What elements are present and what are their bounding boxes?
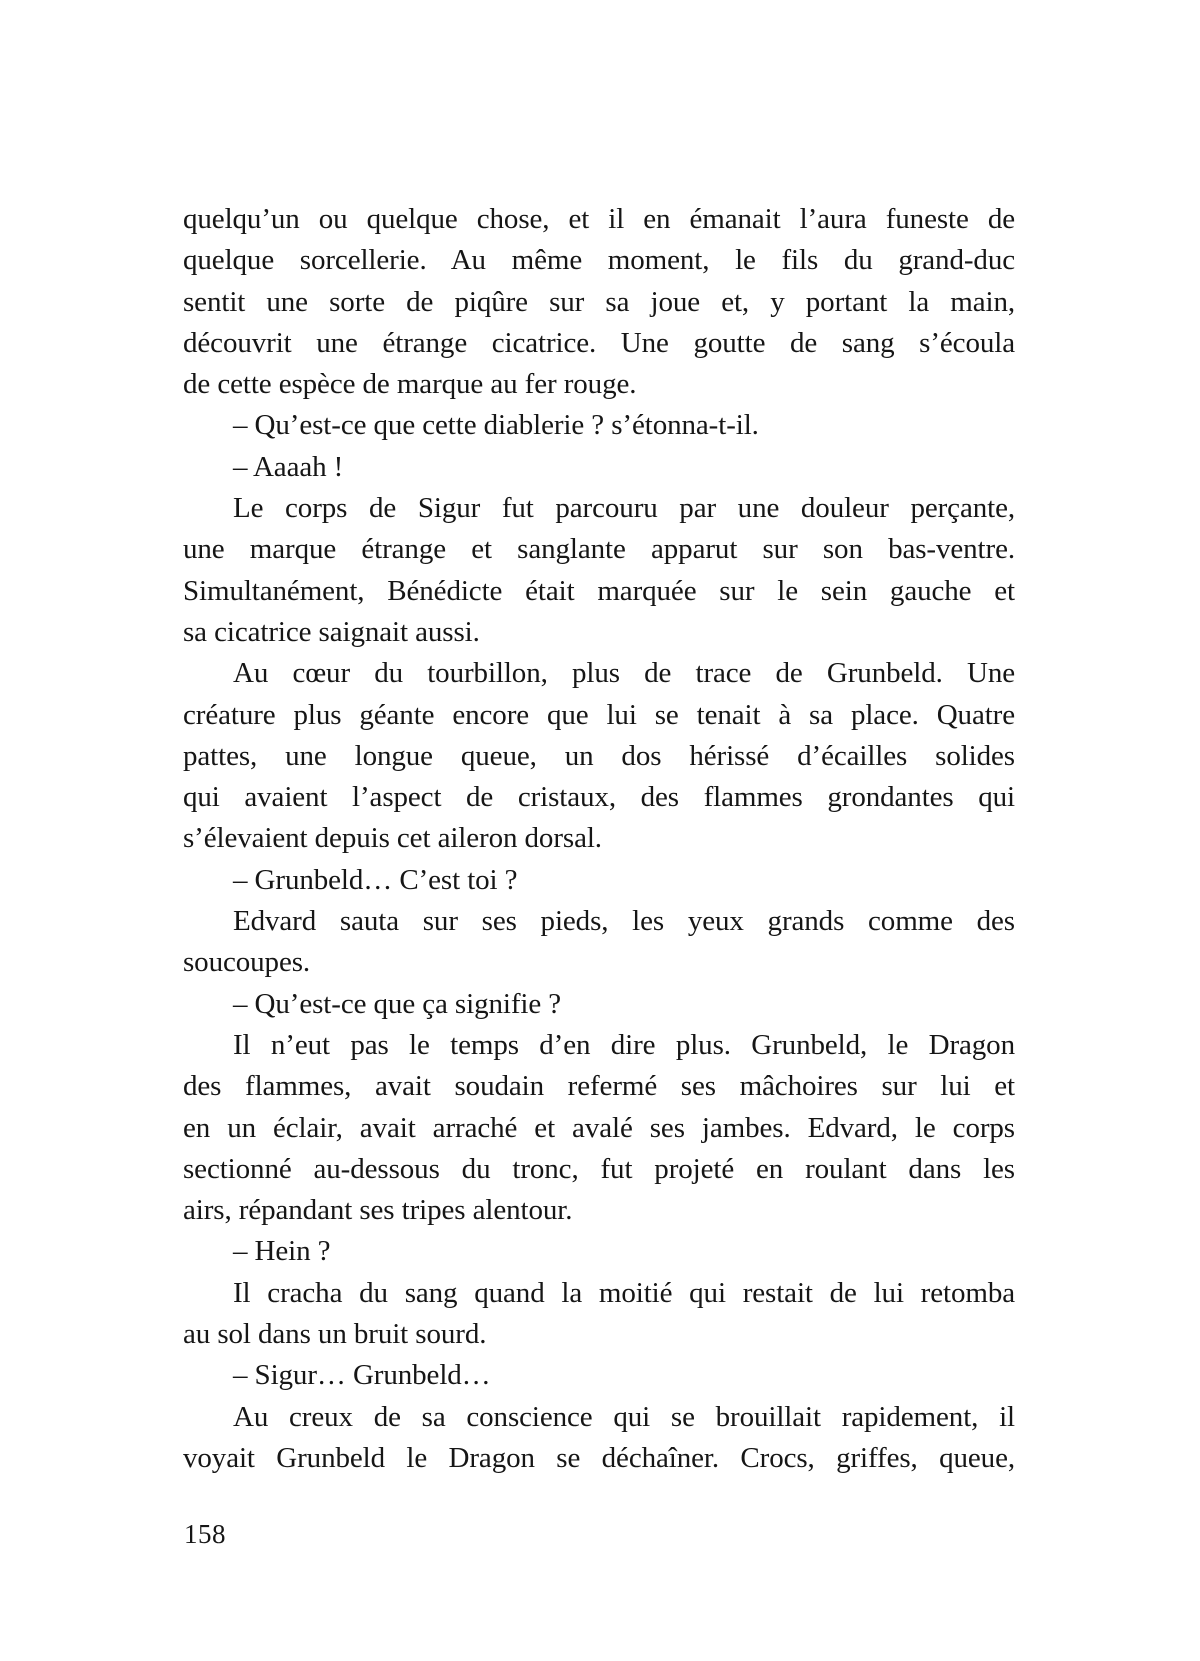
text-line: soucoupes.	[183, 946, 311, 979]
text-line: Il n’eut pas le temps d’en dire plus. Grunbeld, le Dragon	[233, 1028, 1015, 1061]
text-line: quelque sorcellerie. Au même moment, le fils du grand-duc	[183, 244, 1015, 277]
text-line: Au cœur du tourbillon, plus de trace de Grunbeld. Une	[233, 657, 1015, 690]
text-line: une marque étrange et sanglante apparut sur son bas-ventre.	[183, 533, 1015, 566]
text-line: qui avaient l’aspect de cristaux, des flammes grondantes qui	[183, 781, 1015, 814]
dialogue-line: – Sigur… Grunbeld…	[233, 1359, 491, 1392]
dialogue-line: – Grunbeld… C’est toi ?	[233, 863, 518, 896]
text-line: Edvard sauta sur ses pieds, les yeux grands comme des	[233, 905, 1015, 938]
text-line: sentit une sorte de piqûre sur sa joue et, y portant la main,	[183, 285, 1015, 318]
text-line: sa cicatrice saignait aussi.	[183, 615, 480, 648]
text-line: de cette espèce de marque au fer rouge.	[183, 368, 637, 401]
text-line: pattes, une longue queue, un dos hérissé d’écailles solides	[183, 739, 1015, 772]
text-line: au sol dans un bruit sourd.	[183, 1318, 487, 1351]
text-line: sectionné au-dessous du tronc, fut projeté en roulant dans les	[183, 1152, 1015, 1185]
text-line: voyait Grunbeld le Dragon se déchaîner. Crocs, griffes, queue,	[183, 1441, 1015, 1474]
text-line: airs, répandant ses tripes alentour.	[183, 1194, 573, 1227]
text-block	[183, 199, 1015, 1479]
page-number: 158	[184, 1519, 226, 1549]
text-line: s’élevaient depuis cet aileron dorsal.	[183, 822, 602, 855]
text-line: quelqu’un ou quelque chose, et il en émanait l’aura funeste de	[183, 203, 1015, 235]
dialogue-line: – Qu’est-ce que ça signifie ?	[233, 987, 562, 1020]
dialogue-line: – Qu’est-ce que cette diablerie ? s’étonna-t-il.	[233, 409, 759, 442]
text-line: des flammes, avait soudain refermé ses mâchoires sur lui et	[183, 1070, 1015, 1103]
text-line: Il cracha du sang quand la moitié qui restait de lui retomba	[233, 1276, 1015, 1309]
text-line: créature plus géante encore que lui se tenait à sa place. Quatre	[183, 698, 1015, 731]
text-line: Simultanément, Bénédicte était marquée sur le sein gauche et	[183, 574, 1015, 607]
text-line: Le corps de Sigur fut parcouru par une douleur perçante,	[233, 492, 1015, 525]
dialogue-line: – Hein ?	[233, 1235, 331, 1268]
text-line: en un éclair, avait arraché et avalé ses jambes. Edvard, le corps	[183, 1111, 1015, 1144]
dialogue-line: – Aaaah !	[233, 450, 344, 483]
text-line: découvrit une étrange cicatrice. Une goutte de sang s’écoula	[183, 326, 1015, 359]
text-line: Au creux de sa conscience qui se brouillait rapidement, il	[233, 1400, 1015, 1433]
